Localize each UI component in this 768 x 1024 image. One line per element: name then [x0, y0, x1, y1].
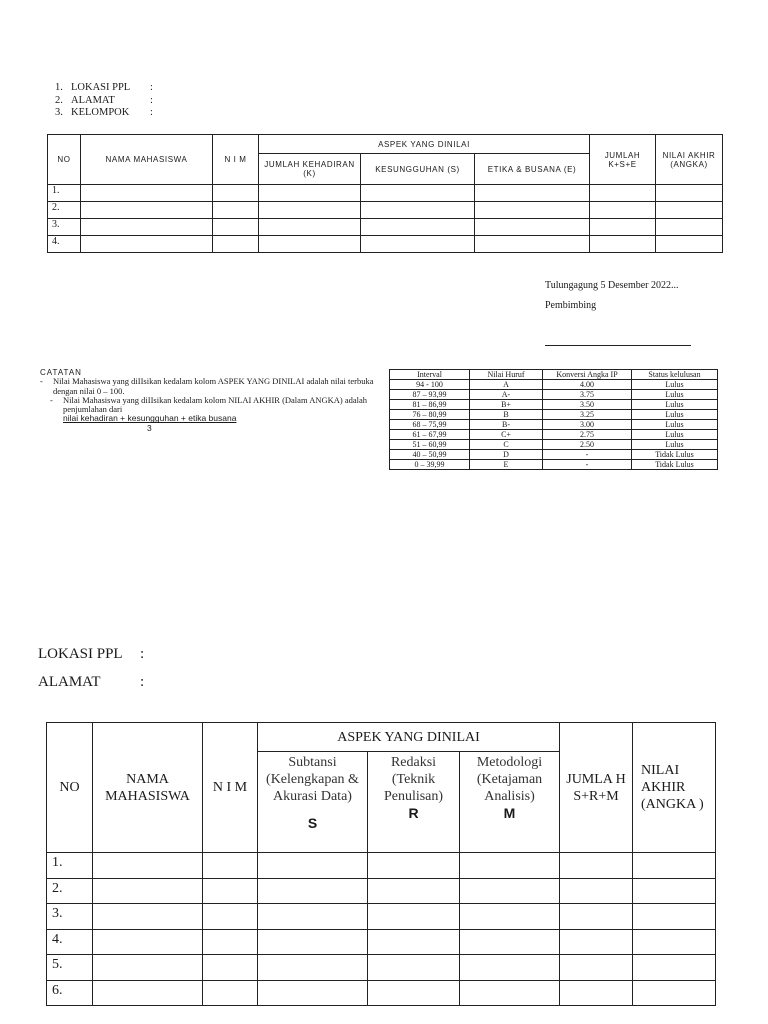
signature-block — [545, 276, 679, 316]
grade-row — [390, 430, 718, 440]
header-jumlah: JUMLA H S+R+M — [560, 723, 633, 853]
cell-nilai[interactable] — [633, 955, 716, 981]
table-row — [48, 185, 723, 202]
cell-kehadiran[interactable] — [259, 185, 361, 202]
cell-redaksi[interactable] — [368, 904, 460, 930]
header-subtansi — [258, 752, 368, 853]
grade-header-status: Status kelulusan — [632, 370, 718, 380]
cell-nim[interactable] — [203, 853, 258, 879]
table-row — [47, 904, 716, 930]
header-metodologi — [460, 752, 560, 853]
grade-status: Lulus — [632, 420, 718, 430]
grade-row — [390, 440, 718, 450]
grade-interval: 40 – 50,99 — [390, 450, 470, 460]
cell-jumlah[interactable] — [560, 980, 633, 1006]
grade-letter: C — [470, 440, 543, 450]
cell-nama[interactable] — [81, 202, 213, 219]
note-text-1: Nilai Mahasiswa yang diIIsikan kedalam kolom ASPEK YANG DINILAI adalah nilai terbuka dengan nilai 0 – 100. — [53, 376, 374, 396]
note-item-1 — [40, 377, 375, 396]
cell-nama[interactable] — [81, 236, 213, 253]
cell-redaksi[interactable] — [368, 929, 460, 955]
formula-numerator — [40, 414, 375, 423]
cell-etika[interactable] — [475, 185, 590, 202]
info-number: 3. — [55, 107, 63, 118]
cell-nama[interactable] — [93, 904, 203, 930]
header-kehadiran: JUMLAH KEHADIRAN (K) — [259, 154, 361, 185]
cell-metodologi[interactable] — [460, 929, 560, 955]
cell-metodologi[interactable] — [460, 904, 560, 930]
info-colon: : — [140, 646, 145, 662]
cell-jumlah[interactable] — [590, 202, 656, 219]
cell-redaksi[interactable] — [368, 878, 460, 904]
assessment-table-1 — [47, 134, 723, 253]
grade-row — [390, 460, 718, 470]
cell-subtansi[interactable] — [258, 878, 368, 904]
cell-etika[interactable] — [475, 236, 590, 253]
grade-letter: D — [470, 450, 543, 460]
cell-nama[interactable] — [81, 185, 213, 202]
table-row — [47, 853, 716, 879]
info-row-kelompok — [55, 107, 153, 120]
grade-letter: B — [470, 410, 543, 420]
info-label: LOKASI PPL — [38, 646, 123, 662]
cell-etika[interactable] — [475, 202, 590, 219]
info-colon: : — [150, 82, 153, 93]
info-number: 2. — [55, 94, 63, 106]
cell-nilai[interactable] — [656, 185, 723, 202]
grade-status: Lulus — [632, 390, 718, 400]
table-row — [47, 980, 716, 1006]
info-number: 1. — [55, 82, 63, 93]
grade-interval: 87 – 93,99 — [390, 390, 470, 400]
cell-nim[interactable] — [203, 904, 258, 930]
grade-letter: A- — [470, 390, 543, 400]
row-number: 1. — [48, 185, 81, 202]
cell-nama[interactable] — [93, 980, 203, 1006]
header-nim: N I M — [203, 723, 258, 853]
row-number: 2. — [47, 878, 93, 904]
header-nim: N I M — [213, 135, 259, 185]
row-number: 3. — [48, 219, 81, 236]
assessment-table-2 — [46, 722, 716, 1006]
cell-subtansi[interactable] — [258, 955, 368, 981]
header-no: NO — [48, 135, 81, 185]
subtansi-label: Subtansi (Kelengkapan & Akurasi Data) — [266, 755, 359, 804]
cell-nama[interactable] — [81, 219, 213, 236]
grade-row — [390, 410, 718, 420]
second-info-lokasi — [38, 640, 144, 668]
row-number: 1. — [47, 853, 93, 879]
grade-interval: 76 – 80,99 — [390, 410, 470, 420]
cell-nilai[interactable] — [633, 980, 716, 1006]
grade-ip: - — [543, 450, 632, 460]
info-label: ALAMAT — [71, 94, 115, 106]
cell-nama[interactable] — [93, 955, 203, 981]
row-number: 3. — [47, 904, 93, 930]
cell-nilai[interactable] — [656, 236, 723, 253]
grade-ip: 3.75 — [543, 390, 632, 400]
cell-jumlah[interactable] — [560, 955, 633, 981]
cell-subtansi[interactable] — [258, 929, 368, 955]
cell-nama[interactable] — [93, 929, 203, 955]
cell-nim[interactable] — [213, 185, 259, 202]
metodologi-label: Metodologi (Ketajaman Analisis) — [476, 755, 543, 804]
cell-nilai[interactable] — [633, 929, 716, 955]
table-row — [48, 202, 723, 219]
grade-status: Lulus — [632, 440, 718, 450]
formula-divisor: 3 — [147, 422, 152, 433]
cell-subtansi[interactable] — [258, 980, 368, 1006]
cell-nilai[interactable] — [656, 219, 723, 236]
cell-nim[interactable] — [203, 955, 258, 981]
cell-nilai[interactable] — [656, 202, 723, 219]
info-colon: : — [150, 107, 153, 118]
cell-redaksi[interactable] — [368, 853, 460, 879]
grade-status: Lulus — [632, 380, 718, 390]
info-label: ALAMAT — [38, 674, 101, 690]
grade-letter: E — [470, 460, 543, 470]
signature-line — [545, 345, 691, 346]
cell-kesungguhan[interactable] — [361, 219, 475, 236]
cell-metodologi[interactable] — [460, 878, 560, 904]
cell-nilai[interactable] — [633, 878, 716, 904]
place-date: Tulungagung 5 Desember 2022... — [545, 280, 679, 291]
grade-interval: 68 – 75,99 — [390, 420, 470, 430]
cell-redaksi[interactable] — [368, 980, 460, 1006]
header-nilai-akhir: NILAI AKHIR (ANGKA) — [656, 135, 723, 185]
grade-row — [390, 400, 718, 410]
cell-kehadiran[interactable] — [259, 219, 361, 236]
metodologi-code: M — [503, 805, 516, 821]
notes-title: CATATAN — [40, 368, 82, 377]
grade-interval: 0 – 39,99 — [390, 460, 470, 470]
cell-jumlah[interactable] — [560, 929, 633, 955]
grade-ip: 3.50 — [543, 400, 632, 410]
formula-text: nilai kehadiran + kesungguhan + etika busana — [63, 413, 237, 424]
cell-nim[interactable] — [213, 236, 259, 253]
grade-interval: 61 – 67,99 — [390, 430, 470, 440]
header-redaksi — [368, 752, 460, 853]
cell-nim[interactable] — [203, 929, 258, 955]
grade-row — [390, 420, 718, 430]
grade-ip: 2.75 — [543, 430, 632, 440]
notes-section — [40, 368, 375, 433]
grade-letter: A — [470, 380, 543, 390]
cell-kesungguhan[interactable] — [361, 185, 475, 202]
grade-interval: 94 - 100 — [390, 380, 470, 390]
cell-nama[interactable] — [93, 853, 203, 879]
header-kesungguhan: KESUNGGUHAN (S) — [361, 154, 475, 185]
header-nilai-akhir: NILAI AKHIR (ANGKA ) — [633, 723, 716, 853]
grade-header-ip: Konversi Angka IP — [543, 370, 632, 380]
cell-nim[interactable] — [203, 980, 258, 1006]
info-colon: : — [150, 94, 153, 106]
cell-jumlah[interactable] — [560, 878, 633, 904]
info-row-lokasi — [55, 82, 153, 95]
cell-subtansi[interactable] — [258, 904, 368, 930]
redaksi-label: Redaksi (Teknik Penulisan) — [383, 755, 444, 804]
second-info-list — [38, 640, 144, 696]
grade-status: Lulus — [632, 400, 718, 410]
cell-kesungguhan[interactable] — [361, 202, 475, 219]
cell-nilai[interactable] — [633, 853, 716, 879]
grade-ip: 3.25 — [543, 410, 632, 420]
table-row — [47, 955, 716, 981]
location-info-list — [55, 82, 153, 120]
grade-ip: - — [543, 460, 632, 470]
header-jumlah: JUMLAH K+S+E — [590, 135, 656, 185]
cell-kehadiran[interactable] — [259, 236, 361, 253]
grade-status: Tidak Lulus — [632, 450, 718, 460]
cell-metodologi[interactable] — [460, 955, 560, 981]
note-text-2: Nilai Mahasiswa yang diIIsikan kedalam kolom NILAI AKHIR (Dalam ANGKA) adalah penjumlahan dari — [63, 394, 368, 415]
header-no: NO — [47, 723, 93, 853]
info-row-alamat — [55, 95, 153, 108]
cell-jumlah[interactable] — [560, 904, 633, 930]
header-etika: ETIKA & BUSANA (E) — [475, 154, 590, 185]
grade-interval: 51 – 60,99 — [390, 440, 470, 450]
grade-status: Tidak Lulus — [632, 460, 718, 470]
cell-etika[interactable] — [475, 219, 590, 236]
grade-status: Lulus — [632, 410, 718, 420]
grade-letter: C+ — [470, 430, 543, 440]
grade-row — [390, 450, 718, 460]
info-label: LOKASI PPL — [71, 82, 131, 93]
header-nama-mahasiswa: NAMA MAHASISWA — [93, 723, 203, 853]
grade-ip: 3.00 — [543, 420, 632, 430]
grade-ip: 2.50 — [543, 440, 632, 450]
signer-role: Pembimbing — [545, 300, 597, 311]
cell-metodologi[interactable] — [460, 980, 560, 1006]
row-number: 2. — [48, 202, 81, 219]
table-row — [47, 878, 716, 904]
header-nama-mahasiswa: NAMA MAHASISWA — [81, 135, 213, 185]
grade-interval: 81 – 86,99 — [390, 400, 470, 410]
table-row — [48, 236, 723, 253]
grade-header-row — [390, 370, 718, 380]
table-row — [47, 929, 716, 955]
grade-conversion-table — [389, 369, 718, 470]
cell-nim[interactable] — [203, 878, 258, 904]
header-aspek: ASPEK YANG DINILAI — [259, 135, 590, 154]
note-item-2 — [40, 396, 375, 415]
cell-jumlah[interactable] — [560, 853, 633, 879]
note-bullet: - — [40, 376, 43, 387]
table-row — [48, 219, 723, 236]
second-info-alamat — [38, 668, 144, 696]
grade-header-huruf: Nilai Huruf — [470, 370, 543, 380]
grade-row — [390, 380, 718, 390]
cell-jumlah[interactable] — [590, 185, 656, 202]
row-number: 4. — [47, 929, 93, 955]
cell-kehadiran[interactable] — [259, 202, 361, 219]
cell-nama[interactable] — [93, 878, 203, 904]
grade-letter: B- — [470, 420, 543, 430]
grade-letter: B+ — [470, 400, 543, 410]
grade-header-interval: Interval — [390, 370, 470, 380]
subtansi-code: S — [307, 815, 318, 831]
cell-jumlah[interactable] — [590, 236, 656, 253]
cell-metodologi[interactable] — [460, 853, 560, 879]
grade-ip: 4.00 — [543, 380, 632, 390]
cell-subtansi[interactable] — [258, 853, 368, 879]
info-colon: : — [140, 674, 145, 690]
row-number: 6. — [47, 980, 93, 1006]
cell-kesungguhan[interactable] — [361, 236, 475, 253]
row-number: 4. — [48, 236, 81, 253]
redaksi-code: R — [408, 805, 419, 821]
cell-nim[interactable] — [213, 219, 259, 236]
grade-row — [390, 390, 718, 400]
cell-jumlah[interactable] — [590, 219, 656, 236]
grade-status: Lulus — [632, 430, 718, 440]
note-bullet: - — [50, 394, 53, 405]
cell-nim[interactable] — [213, 202, 259, 219]
header-aspek: ASPEK YANG DINILAI — [258, 723, 560, 752]
info-label: KELOMPOK — [71, 107, 130, 118]
cell-redaksi[interactable] — [368, 955, 460, 981]
cell-nilai[interactable] — [633, 904, 716, 930]
row-number: 5. — [47, 955, 93, 981]
